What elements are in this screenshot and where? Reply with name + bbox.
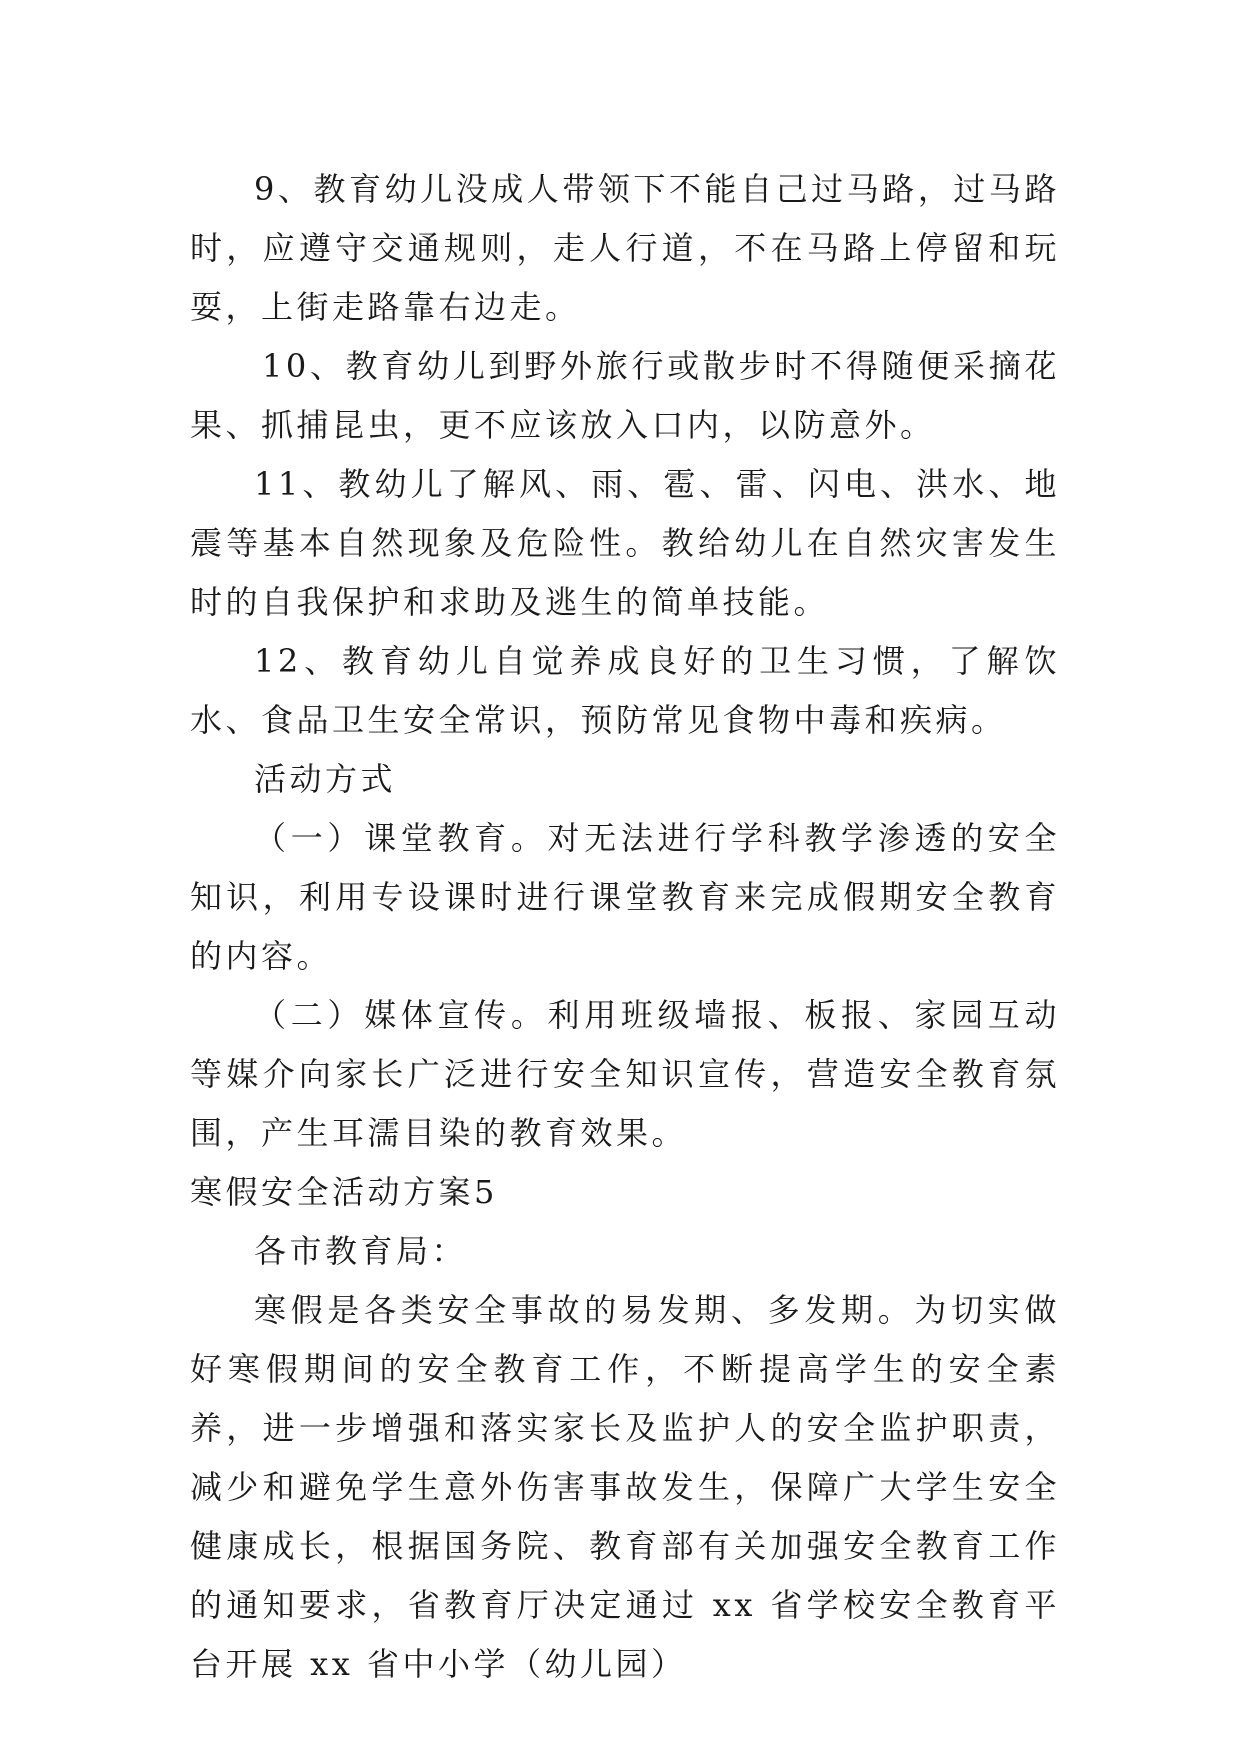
paragraph-winter-break-intro: 寒假是各类安全事故的易发期、多发期。为切实做好寒假期间的安全教育工作，不断提高学生的安全素养，进一步增强和落实家长及监护人的安全监护职责，减少和避免学生意外伤害事故发生，保障广大学生安全健康成长，根据国务院、教育部有关加强安全教育工作的通知要求，省教育厅决定通过 xx 省学校安全教育平台开展 xx 省中小学（幼儿园） [190,1291,1060,1683]
paragraph-media-promotion: （二）媒体宣传。利用班级墙报、板报、家园互动等媒介向家长广泛进行安全知识宣传，营造安全教育氛围，产生耳濡目染的教育效果。 [190,996,1060,1152]
paragraph-classroom-education: （一）课堂教育。对无法进行学科教学渗透的安全知识，利用专设课时进行课堂教育来完成假期安全教育的内容。 [190,819,1060,975]
paragraph-item-10: 10、教育幼儿到野外旅行或散步时不得随便采摘花果、抓捕昆虫，更不应该放入口内，以防意外。 [190,347,1060,444]
salutation: 各市教育局： [254,1232,468,1270]
paragraph-item-12: 12、教育幼儿自觉养成良好的卫生习惯，了解饮水、食品卫生安全常识，预防常见食物中毒和疾病。 [190,642,1060,739]
paragraph-item-9: 9、教育幼儿没成人带领下不能自己过马路，过马路时，应遵守交通规则，走人行道，不在马路上停留和玩耍，上街走路靠右边走。 [190,170,1060,326]
document-title-plan-5: 寒假安全活动方案5 [190,1173,498,1211]
section-heading-activity-method: 活动方式 [254,760,397,798]
document-body [190,160,1060,1694]
paragraph-item-11: 11、教幼儿了解风、雨、雹、雷、闪电、洪水、地震等基本自然现象及危险性。教给幼儿在自然灾害发生时的自我保护和求助及逃生的简单技能。 [190,465,1060,621]
